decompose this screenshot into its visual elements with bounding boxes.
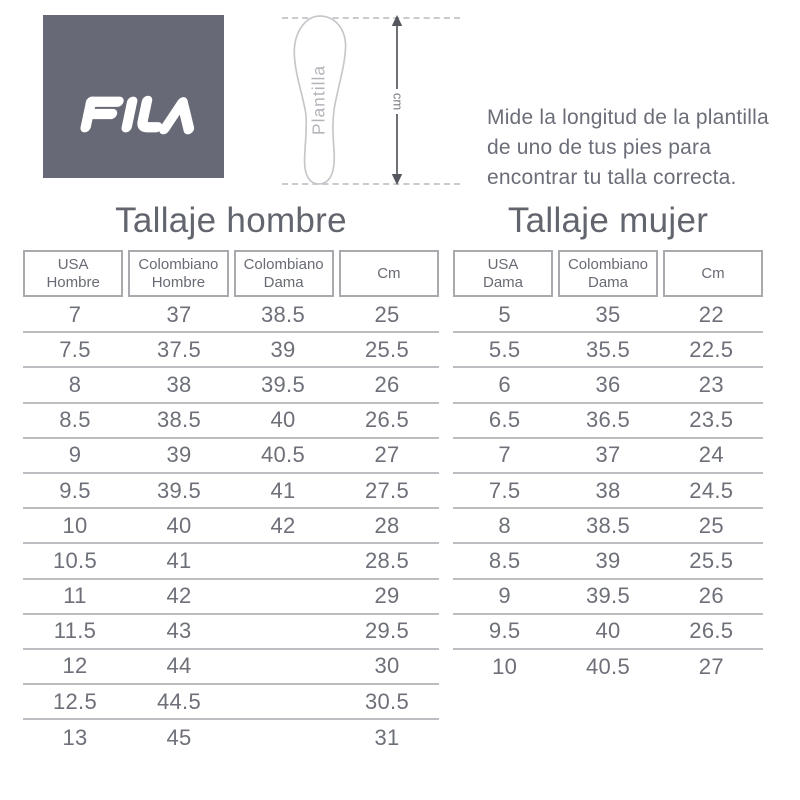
table-cell [231,685,335,718]
table-cell: 27 [374,442,400,468]
table-cell: 6.5 [488,407,521,433]
men-size-title: Tallaje hombre [115,201,347,240]
table-row [453,509,763,544]
table-cell: 7 [68,301,82,327]
table-cell: 8 [498,512,511,538]
table-cell: 25 [374,301,400,327]
table-cell: 36.5 [585,407,630,433]
table-cell: 30 [374,653,400,679]
table-row [23,298,439,333]
table-cell: 5.5 [488,336,521,362]
table-cell: 11 [63,583,87,609]
table-cell: 27 [698,654,724,680]
table-cell: 7.5 [488,477,521,503]
table-row [23,439,439,474]
men-table-header-row [23,250,439,297]
table-cell: 42 [166,583,192,609]
women-size-table [453,250,763,685]
table-cell: 7.5 [59,336,91,362]
table-cell: 37 [166,301,192,327]
table-cell: 26.5 [689,618,734,644]
table-cell: 26.5 [364,407,410,433]
table-cell: 41 [270,477,296,503]
table-cell: 41 [166,547,192,573]
table-cell: 5 [498,301,511,327]
table-row [23,474,439,509]
instruction-line: de uno de tus pies para [487,136,712,159]
table-cell: 28 [374,512,400,538]
table-cell: 29 [374,583,400,609]
table-row [23,544,439,579]
table-cell: 40 [166,512,192,538]
fila-logo-square [43,15,224,178]
table-row [453,650,763,685]
table-row [23,720,439,755]
table-cell: 13 [62,724,88,750]
fila-logo-icon [69,93,199,136]
column-header: Colombiano Hombre [128,250,228,297]
table-cell: 26 [374,371,400,397]
women-table-header-row [453,250,763,297]
table-cell: 39.5 [260,371,306,397]
column-header: Cm [339,250,439,297]
table-cell: 23 [698,371,724,397]
women-table-body [453,298,763,685]
table-cell: 25 [698,512,724,538]
table-cell: 35.5 [585,336,630,362]
table-row [453,544,763,579]
table-cell: 9.5 [488,618,521,644]
table-cell: 7 [498,442,511,468]
table-row [23,580,439,615]
table-row [453,474,763,509]
insole-outline-icon [288,14,358,186]
column-header: USA Hombre [23,250,123,297]
women-size-title: Tallaje mujer [507,201,709,240]
table-row [23,509,439,544]
table-cell: 40.5 [585,654,630,680]
table-cell: 40 [595,618,621,644]
table-cell [231,650,335,683]
table-row [23,685,439,720]
table-cell: 22.5 [689,336,734,362]
table-cell: 37.5 [156,336,202,362]
table-cell: 12.5 [52,688,98,714]
table-cell: 24.5 [689,477,734,503]
table-cell: 6 [498,371,511,397]
table-cell: 30.5 [364,688,410,714]
table-cell [231,544,335,577]
table-cell [231,580,335,613]
table-cell: 8.5 [59,407,91,433]
table-cell: 44 [166,653,192,679]
table-cell: 27.5 [364,477,410,503]
column-header: Colombiano Dama [558,250,658,297]
table-cell: 35 [595,301,621,327]
table-cell: 31 [374,724,400,750]
table-cell: 42 [270,512,296,538]
instruction-line: encontrar tu talla correcta. [487,166,737,189]
table-row [23,650,439,685]
table-cell: 37 [595,442,621,468]
insole-label: Plantilla [308,64,329,136]
table-cell: 39 [270,336,296,362]
table-cell: 38 [166,371,192,397]
measure-arrow-icon [387,14,407,186]
table-cell: 38.5 [156,407,202,433]
table-row [453,333,763,368]
table-cell: 9 [498,583,511,609]
table-cell: 39 [166,442,192,468]
table-row [453,439,763,474]
table-cell [231,615,335,648]
table-row [453,298,763,333]
table-row [453,368,763,403]
table-row [23,333,439,368]
table-cell: 39.5 [156,477,202,503]
table-cell: 40 [270,407,296,433]
table-row [23,404,439,439]
table-cell: 9.5 [59,477,91,503]
column-header: Cm [663,250,763,297]
table-cell: 10 [62,512,88,538]
table-cell: 25.5 [364,336,410,362]
table-cell: 38.5 [585,512,630,538]
table-cell: 38.5 [260,301,306,327]
table-cell: 8.5 [488,547,521,573]
measure-instructions [487,103,787,193]
table-cell: 23.5 [689,407,734,433]
table-cell: 26 [698,583,724,609]
instruction-line: Mide la longitud de la plantilla [487,106,769,129]
table-cell: 22 [698,301,724,327]
table-row [453,580,763,615]
table-cell: 43 [166,618,192,644]
table-cell: 36 [595,371,621,397]
men-size-table [23,250,439,755]
table-cell: 8 [68,371,82,397]
table-cell: 12 [62,653,88,679]
table-cell: 28.5 [364,547,410,573]
table-cell: 10.5 [52,547,98,573]
table-row [23,615,439,650]
table-row [453,404,763,439]
table-cell: 11.5 [53,618,97,644]
table-cell: 9 [68,442,82,468]
column-header: Colombiano Dama [234,250,334,297]
table-cell: 10 [492,654,518,680]
table-cell: 45 [166,724,192,750]
table-cell: 38 [595,477,621,503]
arrow-unit-label: cm [390,92,406,111]
column-header: USA Dama [453,250,553,297]
men-table-body [23,298,439,755]
table-cell: 39.5 [585,583,630,609]
table-cell: 24 [698,442,724,468]
table-row [453,615,763,650]
table-cell: 39 [595,547,621,573]
table-row [23,368,439,403]
table-cell: 44.5 [156,688,202,714]
table-cell: 29.5 [364,618,410,644]
table-cell [231,720,335,755]
table-cell: 25.5 [689,547,734,573]
table-cell: 40.5 [260,442,306,468]
